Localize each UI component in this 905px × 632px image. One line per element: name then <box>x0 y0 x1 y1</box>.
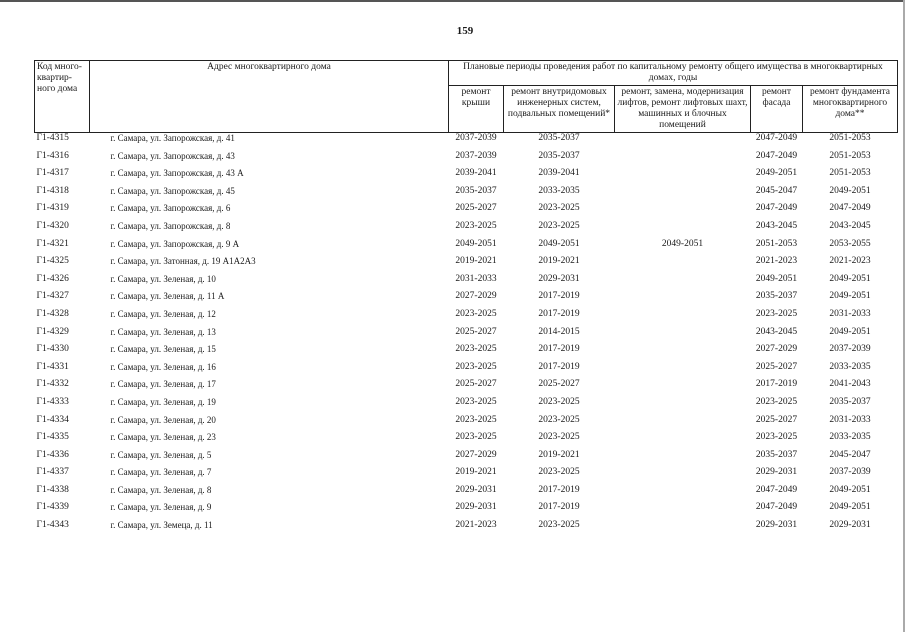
cell-address: г. Самара, ул. Зеленая, д. 12 <box>110 308 216 319</box>
cell-address: г. Самара, ул. Зеленая, д. 17 <box>110 379 216 390</box>
cell-elevators <box>615 485 751 503</box>
cell-facade: 2023-2025 <box>755 432 798 443</box>
cell-roof: 2039-2041 <box>455 168 497 179</box>
cell-foundation: 2051-2053 <box>829 168 871 179</box>
cell-address: г. Самара, ул. Зеленая, д. 11 А <box>110 291 225 302</box>
repair-schedule-table <box>34 60 898 538</box>
cell-internal: 2017-2019 <box>538 484 580 495</box>
cell-address: г. Самара, ул. Зеленая, д. 16 <box>110 361 216 372</box>
cell-elevators <box>615 502 751 520</box>
cell-internal: 2029-2031 <box>538 273 580 284</box>
cell-roof: 2023-2025 <box>455 361 497 372</box>
cell-code: Г1-4329 <box>36 326 69 337</box>
cell-code: Г1-4317 <box>36 168 69 179</box>
table-row <box>35 291 898 309</box>
cell-elevators <box>615 256 751 274</box>
cell-foundation: 2037-2039 <box>829 344 871 355</box>
cell-address: г. Самара, ул. Запорожская, д. 41 <box>110 133 235 143</box>
cell-address: г. Самара, ул. Зеленая, д. 9 <box>110 502 212 513</box>
cell-address: г. Самара, ул. Зеленая, д. 7 <box>110 467 212 478</box>
cell-elevators <box>615 133 751 151</box>
cell-foundation: 2049-2051 <box>829 185 871 196</box>
cell-internal: 2023-2025 <box>538 414 580 425</box>
cell-facade: 2043-2045 <box>755 326 798 337</box>
header-facade: ремонт фасада <box>751 86 803 133</box>
cell-elevators <box>615 379 751 397</box>
header-periods: Плановые периоды проведения работ по капитальному ремонту общего имущества в многоквартирных домах, годы <box>449 61 898 86</box>
cell-elevators <box>615 415 751 433</box>
cell-roof: 2023-2025 <box>455 432 497 443</box>
cell-internal: 2035-2037 <box>538 133 580 143</box>
cell-elevators <box>615 309 751 327</box>
cell-internal: 2019-2021 <box>538 256 580 267</box>
cell-internal: 2023-2025 <box>538 432 580 443</box>
cell-code: Г1-4330 <box>36 344 69 355</box>
cell-address: г. Самара, ул. Земеца, д. 11 <box>110 520 213 531</box>
header-address: Адрес многоквартирного дома <box>90 61 449 133</box>
cell-address: г. Самара, ул. Запорожская, д. 43 <box>110 150 235 161</box>
cell-address: г. Самара, ул. Запорожская, д. 6 <box>110 203 231 214</box>
cell-code: Г1-4337 <box>36 467 69 478</box>
cell-elevators <box>615 432 751 450</box>
cell-facade: 2051-2053 <box>755 238 798 249</box>
cell-elevators <box>615 221 751 239</box>
cell-internal: 2017-2019 <box>538 291 580 302</box>
cell-internal: 2049-2051 <box>538 238 580 249</box>
cell-address: г. Самара, ул. Запорожская, д. 45 <box>110 185 235 196</box>
cell-roof: 2025-2027 <box>455 203 497 214</box>
header-internal-systems: ремонт внутридомовых инженерных систем, подвальных помещений* <box>504 86 615 133</box>
cell-address: г. Самара, ул. Зеленая, д. 10 <box>110 273 216 284</box>
cell-roof: 2023-2025 <box>455 220 497 231</box>
table-row <box>35 520 898 538</box>
cell-address: г. Самара, ул. Зеленая, д. 20 <box>110 414 216 425</box>
table-body <box>35 133 898 538</box>
cell-internal: 2033-2035 <box>538 185 580 196</box>
cell-roof: 2025-2027 <box>455 379 497 390</box>
cell-facade: 2025-2027 <box>755 414 798 425</box>
cell-foundation: 2049-2051 <box>829 326 871 337</box>
cell-roof: 2023-2025 <box>455 344 497 355</box>
cell-code: Г1-4336 <box>36 449 69 460</box>
cell-code: Г1-4318 <box>36 185 69 196</box>
table-row <box>35 379 898 397</box>
header-code: Код много-квартир-ного дома <box>35 61 90 133</box>
cell-address: г. Самара, ул. Зеленая, д. 8 <box>110 484 212 495</box>
cell-address: г. Самара, ул. Запорожская, д. 43 А <box>110 168 244 179</box>
table-row <box>35 221 898 239</box>
cell-foundation: 2037-2039 <box>829 467 871 478</box>
cell-roof: 2049-2051 <box>455 238 497 249</box>
cell-facade: 2035-2037 <box>755 291 798 302</box>
table-row <box>35 362 898 380</box>
cell-elevators <box>615 362 751 380</box>
cell-facade: 2035-2037 <box>755 449 798 460</box>
cell-address: г. Самара, ул. Зеленая, д. 15 <box>110 344 216 355</box>
cell-roof: 2027-2029 <box>455 291 497 302</box>
cell-roof: 2023-2025 <box>455 414 497 425</box>
cell-elevators <box>615 467 751 485</box>
cell-address: г. Самара, ул. Зеленая, д. 5 <box>110 449 212 460</box>
table-row <box>35 168 898 186</box>
cell-facade: 2023-2025 <box>755 396 798 407</box>
cell-facade: 2025-2027 <box>755 361 798 372</box>
cell-foundation: 2051-2053 <box>829 133 871 143</box>
cell-address: г. Самара, ул. Запорожская, д. 8 <box>110 220 231 231</box>
cell-internal: 2023-2025 <box>538 396 580 407</box>
cell-code: Г1-4325 <box>36 256 69 267</box>
cell-facade: 2017-2019 <box>755 379 798 390</box>
cell-elevators <box>615 168 751 186</box>
page-number: 159 <box>456 25 474 37</box>
cell-internal: 2017-2019 <box>538 308 580 319</box>
cell-foundation: 2049-2051 <box>829 273 871 284</box>
cell-roof: 2029-2031 <box>455 484 497 495</box>
cell-foundation: 2051-2053 <box>829 150 871 161</box>
cell-facade: 2043-2045 <box>755 220 798 231</box>
cell-elevators <box>615 520 751 538</box>
cell-facade: 2023-2025 <box>755 308 798 319</box>
table-row <box>35 309 898 327</box>
cell-facade: 2047-2049 <box>755 203 798 214</box>
cell-facade: 2047-2049 <box>755 502 798 513</box>
cell-code: Г1-4331 <box>36 361 69 372</box>
table-row <box>35 274 898 292</box>
table-row <box>35 151 898 169</box>
table-row <box>35 485 898 503</box>
cell-internal: 2023-2025 <box>538 203 580 214</box>
table-row <box>35 450 898 468</box>
cell-foundation: 2021-2023 <box>829 256 871 267</box>
cell-facade: 2047-2049 <box>755 484 798 495</box>
table-row <box>35 432 898 450</box>
cell-code: Г1-4339 <box>36 502 69 513</box>
cell-address: г. Самара, ул. Запорожская, д. 9 А <box>110 238 240 249</box>
cell-internal: 2017-2019 <box>538 344 580 355</box>
cell-code: Г1-4328 <box>36 308 69 319</box>
cell-roof: 2019-2021 <box>455 256 497 267</box>
cell-code: Г1-4327 <box>36 291 69 302</box>
cell-facade: 2029-2031 <box>755 520 798 531</box>
cell-roof: 2019-2021 <box>455 467 497 478</box>
cell-elevators <box>615 186 751 204</box>
cell-address: г. Самара, ул. Зеленая, д. 23 <box>110 432 216 443</box>
cell-foundation: 2045-2047 <box>829 449 871 460</box>
cell-internal: 2017-2019 <box>538 502 580 513</box>
cell-foundation: 2049-2051 <box>829 484 871 495</box>
cell-roof: 2025-2027 <box>455 326 497 337</box>
cell-foundation: 2035-2037 <box>829 396 871 407</box>
cell-internal: 2023-2025 <box>538 220 580 231</box>
cell-facade: 2049-2051 <box>755 273 798 284</box>
cell-foundation: 2041-2043 <box>829 379 871 390</box>
table-row <box>35 256 898 274</box>
cell-facade: 2047-2049 <box>755 150 798 161</box>
cell-code: Г1-4316 <box>36 150 69 161</box>
cell-facade: 2021-2023 <box>755 256 798 267</box>
cell-code: Г1-4334 <box>36 414 69 425</box>
cell-code: Г1-4319 <box>36 203 69 214</box>
cell-facade: 2027-2029 <box>755 344 798 355</box>
cell-elevators <box>615 344 751 362</box>
table-row <box>35 133 898 151</box>
cell-foundation: 2031-2033 <box>829 414 871 425</box>
table-row <box>35 186 898 204</box>
cell-code: Г1-4320 <box>36 220 69 231</box>
cell-roof: 2027-2029 <box>455 449 497 460</box>
cell-elevators: 2049-2051 <box>661 238 704 249</box>
header-roof: ремонт крыши <box>449 86 504 133</box>
cell-foundation: 2029-2031 <box>829 520 871 531</box>
cell-address: г. Самара, ул. Зеленая, д. 19 <box>110 396 216 407</box>
cell-code: Г1-4326 <box>36 273 69 284</box>
cell-foundation: 2047-2049 <box>829 203 871 214</box>
cell-code: Г1-4332 <box>36 379 69 390</box>
cell-roof: 2031-2033 <box>455 273 497 284</box>
top-rule <box>0 0 905 2</box>
cell-facade: 2029-2031 <box>755 467 798 478</box>
cell-address: г. Самара, ул. Зеленая, д. 13 <box>110 326 216 337</box>
cell-code: Г1-4335 <box>36 432 69 443</box>
header-foundation: ремонт фундамента многоквартирного дома** <box>803 86 898 133</box>
cell-internal: 2014-2015 <box>538 326 580 337</box>
table-row <box>35 397 898 415</box>
table-row <box>35 344 898 362</box>
cell-roof: 2035-2037 <box>455 185 497 196</box>
cell-roof: 2023-2025 <box>455 396 497 407</box>
cell-foundation: 2043-2045 <box>829 220 871 231</box>
cell-code: Г1-4343 <box>36 520 69 531</box>
cell-code: Г1-4321 <box>36 238 69 249</box>
cell-internal: 2039-2041 <box>538 168 580 179</box>
cell-internal: 2017-2019 <box>538 361 580 372</box>
cell-elevators <box>615 151 751 169</box>
cell-roof: 2021-2023 <box>455 520 497 531</box>
cell-foundation: 2033-2035 <box>829 432 871 443</box>
cell-roof: 2029-2031 <box>455 502 497 513</box>
cell-code: Г1-4333 <box>36 396 69 407</box>
cell-foundation: 2053-2055 <box>829 238 871 249</box>
table-row <box>35 239 898 257</box>
header-elevators: ремонт, замена, модернизация лифтов, ремонт лифтовых шахт, машинных и блочных помещений <box>615 86 751 133</box>
table-row <box>35 467 898 485</box>
table-row <box>35 203 898 221</box>
table-row <box>35 327 898 345</box>
cell-internal: 2023-2025 <box>538 520 580 531</box>
cell-facade: 2047-2049 <box>755 133 798 143</box>
cell-internal: 2035-2037 <box>538 150 580 161</box>
cell-elevators <box>615 203 751 221</box>
cell-elevators <box>615 274 751 292</box>
table-row <box>35 415 898 433</box>
cell-roof: 2037-2039 <box>455 133 497 143</box>
cell-code: Г1-4315 <box>36 133 69 143</box>
table-row <box>35 502 898 520</box>
cell-facade: 2049-2051 <box>755 168 798 179</box>
cell-facade: 2045-2047 <box>755 185 798 196</box>
cell-code: Г1-4338 <box>36 484 69 495</box>
cell-elevators <box>615 291 751 309</box>
cell-foundation: 2049-2051 <box>829 502 871 513</box>
cell-foundation: 2033-2035 <box>829 361 871 372</box>
cell-elevators <box>615 397 751 415</box>
cell-address: г. Самара, ул. Затонная, д. 19 А1А2А3 <box>110 256 256 267</box>
cell-roof: 2023-2025 <box>455 308 497 319</box>
cell-internal: 2023-2025 <box>538 467 580 478</box>
cell-elevators <box>615 327 751 345</box>
cell-internal: 2019-2021 <box>538 449 580 460</box>
cell-internal: 2025-2027 <box>538 379 580 390</box>
cell-foundation: 2049-2051 <box>829 291 871 302</box>
cell-roof: 2037-2039 <box>455 150 497 161</box>
cell-elevators <box>615 450 751 468</box>
cell-foundation: 2031-2033 <box>829 308 871 319</box>
